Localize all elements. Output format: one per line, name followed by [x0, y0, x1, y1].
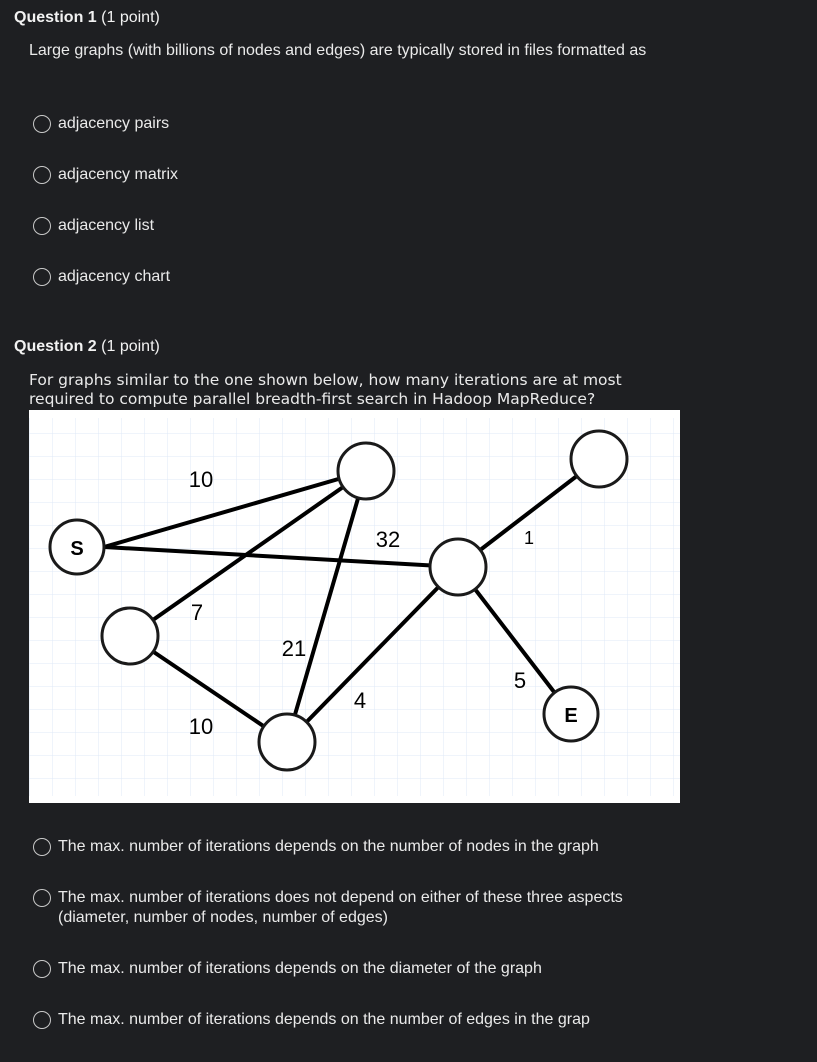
edge-weight-left-bottom: 10	[188, 714, 214, 739]
graph-node-left	[102, 608, 158, 664]
q2-option-diameter[interactable]	[33, 959, 542, 979]
q1-option-adjacency-matrix[interactable]	[33, 165, 178, 185]
question-1-title	[14, 9, 160, 27]
graph-node-bottom	[259, 714, 315, 770]
graph-diagram	[29, 410, 680, 803]
option-label: adjacency pairs	[58, 115, 170, 132]
q1-option-adjacency-list[interactable]	[33, 216, 154, 236]
option-label: adjacency list	[58, 217, 155, 234]
question-2-text: For graphs similar to the one shown below, how many iterations are at most required to compute parallel breadth-first search in Hadoop MapReduce?	[29, 371, 622, 408]
option-label: adjacency matrix	[58, 166, 179, 183]
radio-button[interactable]	[33, 1011, 51, 1029]
radio-button[interactable]	[33, 166, 51, 184]
graph-node-top	[338, 443, 394, 499]
radio-button[interactable]	[33, 889, 51, 907]
edge-weight-s-top: 10	[188, 467, 214, 492]
radio-button[interactable]	[33, 217, 51, 235]
option-label: The max. number of iterations depends on the number of edges in the grap	[58, 1011, 590, 1028]
radio-button[interactable]	[33, 268, 51, 286]
graph-figure	[29, 410, 680, 803]
option-label: The max. number of iterations does not depend on either of these three aspects (diameter, number of nodes, number of edges)	[58, 889, 623, 926]
question-2-number: Question 2	[14, 338, 97, 355]
q1-option-adjacency-chart[interactable]	[33, 267, 170, 287]
question-1-points: (1 point)	[101, 9, 160, 26]
edge-weight-s-right: 32	[375, 527, 401, 552]
radio-button[interactable]	[33, 838, 51, 856]
radio-button[interactable]	[33, 960, 51, 978]
option-label: The max. number of iterations depends on the number of nodes in the graph	[58, 838, 599, 855]
q2-option-number-of-edges[interactable]	[33, 1010, 590, 1030]
edge-weight-right-topright: 1	[523, 528, 535, 548]
radio-button[interactable]	[33, 115, 51, 133]
q2-option-no-dependence[interactable]	[33, 888, 698, 928]
edge-weight-left-top: 7	[190, 600, 204, 625]
q2-option-number-of-nodes[interactable]	[33, 837, 599, 857]
node-label-start: S	[70, 538, 84, 560]
graph-node-right	[430, 539, 486, 595]
graph-node-top-right	[571, 431, 627, 487]
node-label-end: E	[564, 705, 578, 727]
edge-weight-right-bottom: 4	[353, 688, 367, 713]
question-1-text: Large graphs (with billions of nodes and edges) are typically stored in files formatted as	[29, 42, 647, 59]
q1-option-adjacency-pairs[interactable]	[33, 114, 169, 134]
edge-weight-top-bottom: 21	[281, 636, 307, 661]
question-2-points: (1 point)	[101, 338, 160, 355]
question-2-title	[14, 338, 160, 356]
option-label: adjacency chart	[58, 268, 171, 285]
question-1-number: Question 1	[14, 9, 97, 26]
option-label: The max. number of iterations depends on the diameter of the graph	[58, 960, 542, 977]
edge-weight-right-e: 5	[513, 668, 527, 693]
